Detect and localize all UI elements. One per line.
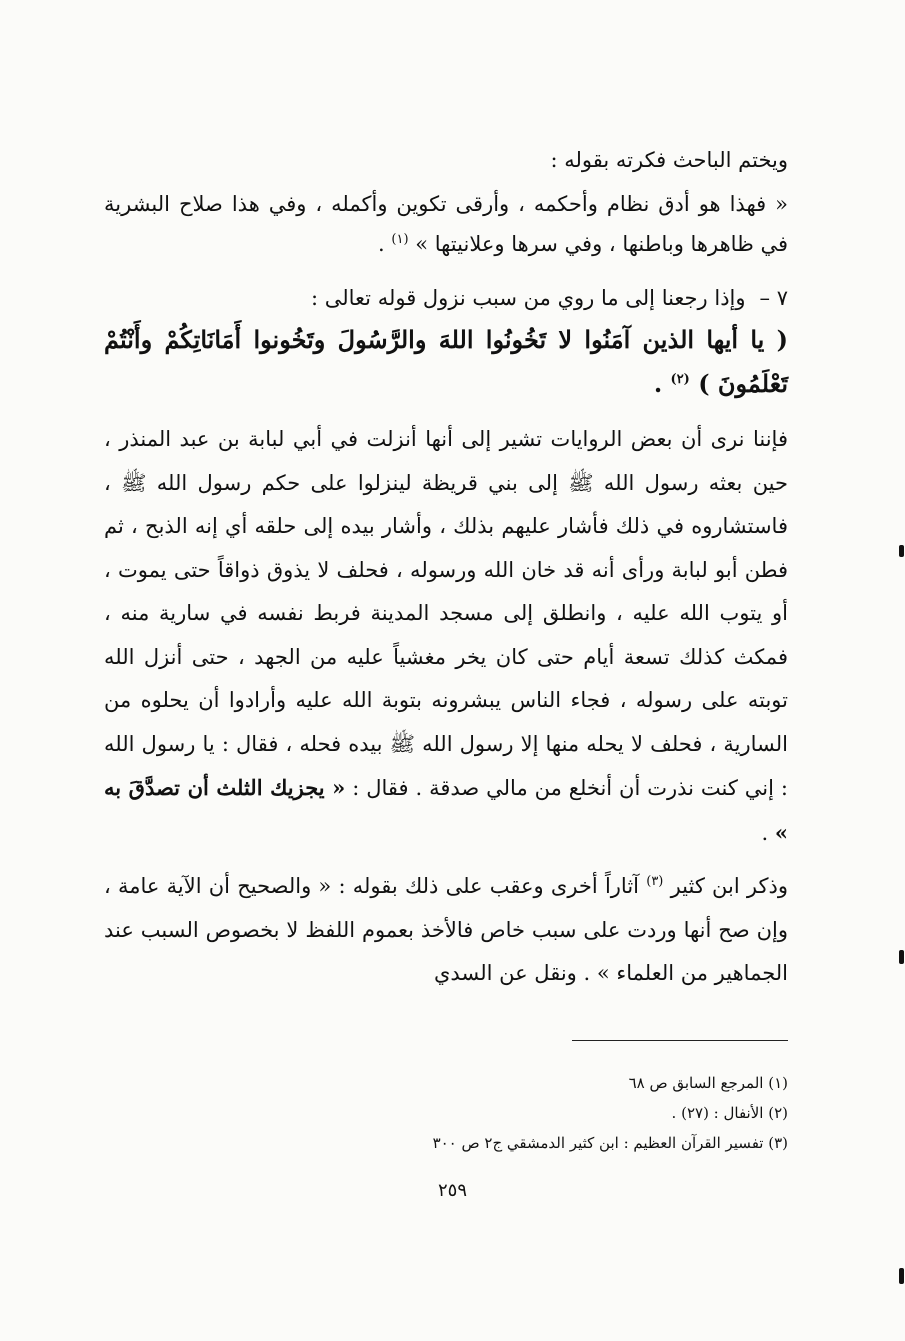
prophet-saying: « يجزيك الثلث أن تصدَّقَ به » xyxy=(104,775,788,845)
edge-mark-bottom xyxy=(899,1268,904,1284)
footnote-1: (١) المرجع السابق ص ٦٨ xyxy=(628,1074,788,1092)
ibn-kathir-post: آثاراً أخرى وعقب على ذلك بقوله : « والصحيح أن الآية عامة ، وإن صح أنها وردت على سبب خاص فالأخذ بعموم اللفظ لا بخصوص السبب عند الجماهير من العلماء » . ونقل عن السدي xyxy=(104,874,788,985)
page-body xyxy=(104,140,788,1006)
footnote-3: (٣) تفسير القرآن العظيم : ابن كثير الدمشقي ج٢ ص ٣٠٠ xyxy=(432,1134,788,1152)
verse-end: . xyxy=(653,369,663,398)
footnote-ref-3: (٣) xyxy=(646,874,664,889)
intro-line: ويختم الباحث فكرته بقوله : xyxy=(550,148,788,172)
story-paragraph xyxy=(104,418,788,855)
ibn-kathir-paragraph xyxy=(104,865,788,996)
item-number: ٧ – xyxy=(759,286,788,310)
footnote-ref-2: (٢) xyxy=(670,372,690,387)
story-end: . xyxy=(761,820,769,845)
researcher-quote xyxy=(104,184,788,264)
edge-mark-top xyxy=(899,545,904,557)
story-text: فإننا نرى أن بعض الروايات تشير إلى أنها أنزلت في أبي لبابة بن عبد المنذر ، حين بعثه رسول الله ﷺ إلى بني قريظة لينزلوا على حكم رسول الله ﷺ ، فاستشاروه في ذلك فأشار عليهم بذلك ، وأشار بيده إلى حلقه أي إنه الذبح ، ثم فطن أبو لبابة ورأى أنه قد خان الله ورسوله ، فحلف لا يذوق ذواقاً حتى يموت ، أو يتوب الله عليه ، وانطلق إلى مسجد المدينة فربط نفسه في سارية منه ، فمكث كذلك تسعة أيام حتى كان يخر مغشياً عليه من الجهد ، حتى أنزل الله توبته على رسوله ، فجاء الناس يبشرونه بتوبة الله عليه وأرادوا أن يحلوه من السارية ، فحلف لا يحله منها إلا رسول الله ﷺ بيده فحله ، فقال : يا رسول الله : إني كنت نذرت أن أنخلع من مالي صدقة . فقال : xyxy=(104,427,788,800)
edge-mark-middle xyxy=(899,950,904,964)
page-number: ٢٥٩ xyxy=(437,1180,467,1201)
quote-text: « فهذا هو أدق نظام وأحكمه ، وأرقى تكوين وأكمله ، وفي هذا صلاح البشرية في ظاهرها وباطنها ، وفي سرها وعلانيتها » xyxy=(104,192,788,256)
footnote-ref-1: (١) xyxy=(391,232,409,247)
verse-text: ( يا أيها الذين آمَنُوا لا تَخُونُوا اللهَ والرَّسُولَ وتَخُونوا أَمَانَاتِكُمْ وأَنْتُمْ تَعْلَمُونَ ) xyxy=(104,325,788,398)
quran-verse xyxy=(104,318,788,406)
ibn-kathir-pre: وذكر ابن كثير xyxy=(670,874,789,898)
item-7 xyxy=(104,278,788,318)
footnote-2: (٢) الأنفال : (٢٧) . xyxy=(671,1104,788,1122)
footnote-divider xyxy=(572,1040,788,1041)
footnotes xyxy=(300,1068,788,1158)
quote-end: . xyxy=(378,232,385,256)
item-text: وإذا رجعنا إلى ما روي من سبب نزول قوله تعالى : xyxy=(311,286,746,310)
